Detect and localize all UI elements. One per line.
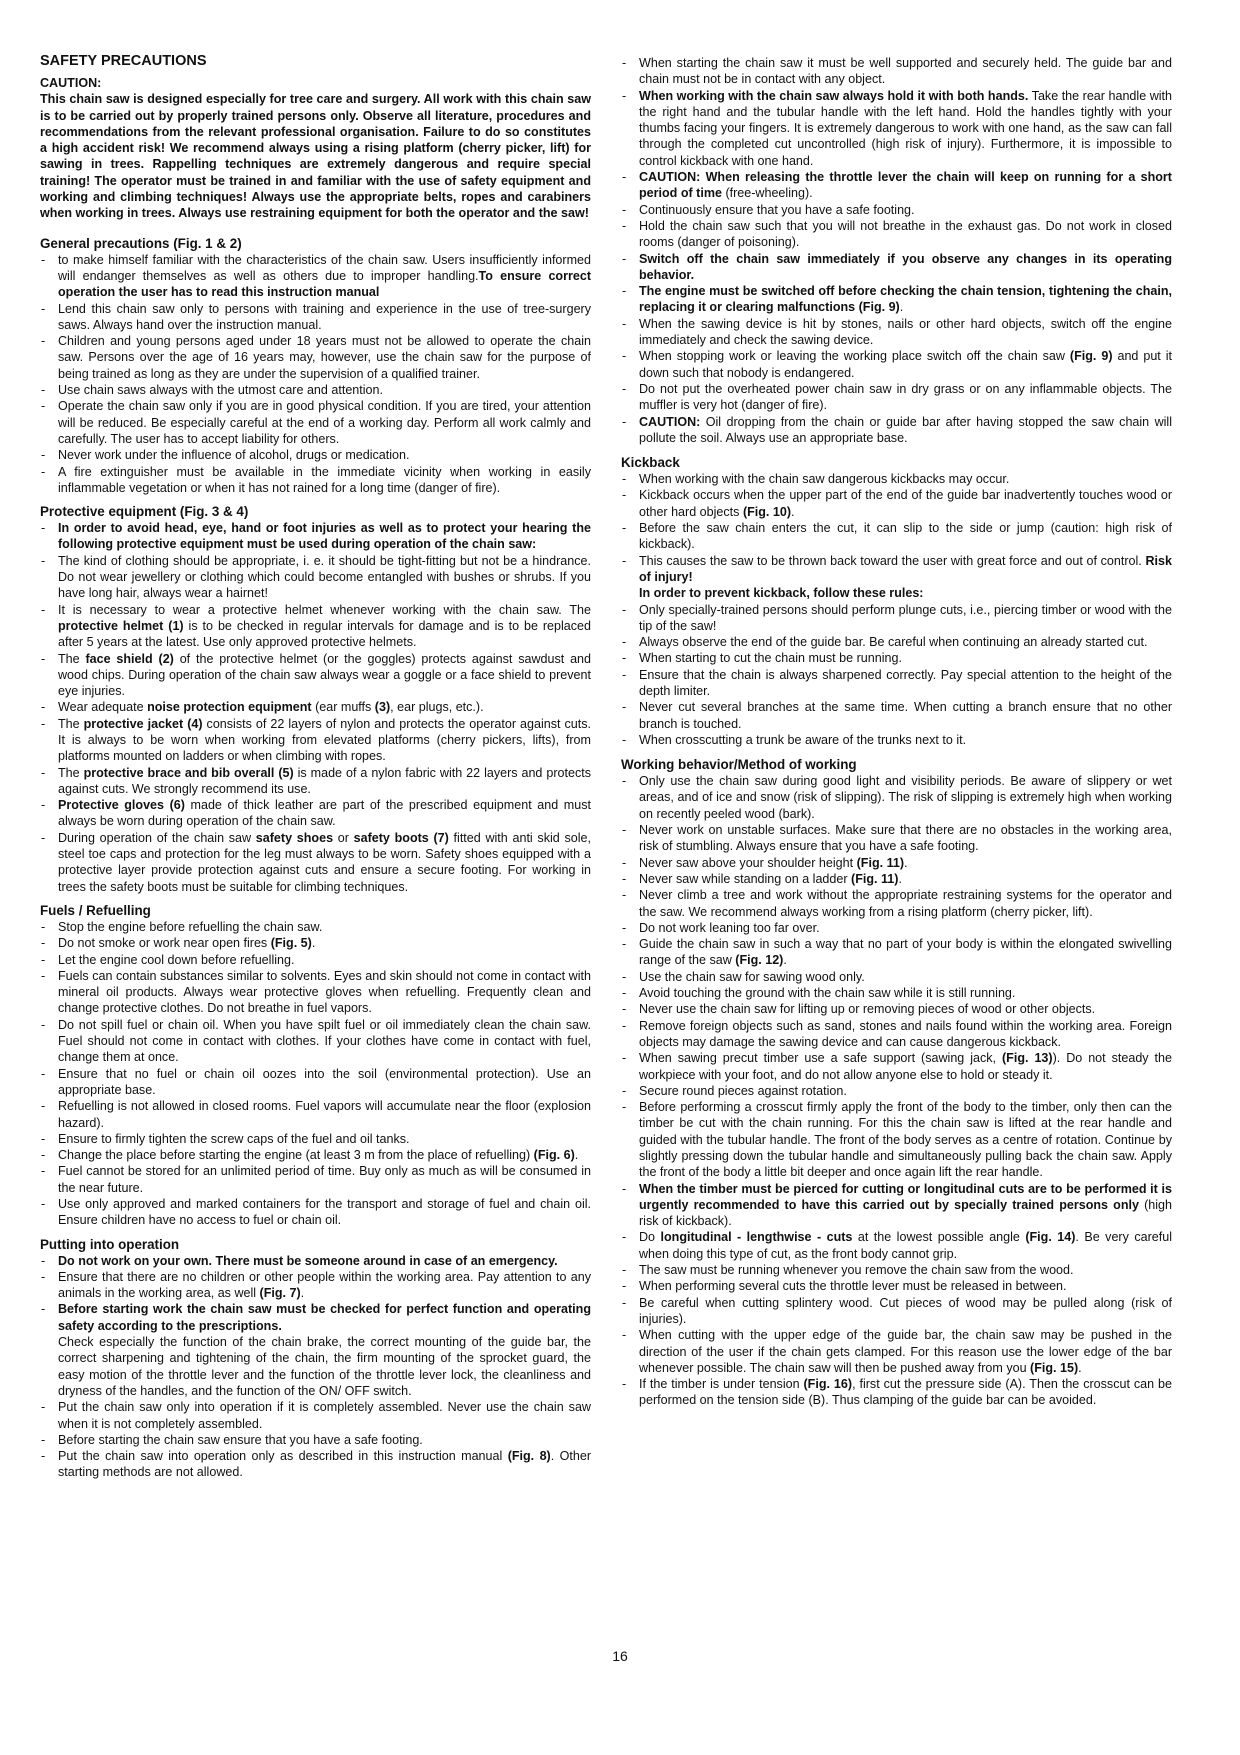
list-item [40,765,591,798]
bullet-dash: - [41,521,46,536]
item-text: Refuelling is not allowed in closed rooms. Fuel vapors will accumulate near the floor (explosion hazard). [58,1099,591,1130]
item-text: Use only approved and marked containers for the transport and storage of fuel and chain oil. Ensure children have no access to fuel or chain oil. [58,1197,591,1228]
bold-text: (Fig. 12) [735,953,784,968]
caution-heading: CAUTION: [40,76,102,90]
list-item [621,55,1172,88]
item-text: Ensure that no fuel or chain oil oozes into the soil (environmental protection). Use an appropriate base. [58,1066,591,1097]
bullet-dash: - [41,399,46,414]
item-text: Do not put the overheated power chain saw in dry grass or on any inflammable objects. The muffler is very hot (danger of fire). [639,381,1172,413]
working-behavior-heading: Working behavior/Method of working [621,757,857,773]
bullet-dash: - [41,765,46,780]
item-text: The saw must be running whenever you remove the chain saw from the wood. [639,1263,1074,1278]
item-text: (ear muffs [311,700,375,715]
bold-text: CAUTION: When releasing the throttle lever the chain will keep on running for a short period of time [639,170,1172,201]
bullet-dash: - [41,1164,46,1179]
item-text: During operation of the chain saw [58,830,256,845]
item-text: Ensure to firmly tighten the screw caps of the fuel and oil tanks. [58,1131,410,1146]
item-text: Be careful when cutting splintery wood. Cut pieces of wood may be pulled along (risk of injuries). [639,1295,1172,1326]
item-text: made of thick leather are part of the prescribed equipment and must always be worn during operation of the chain saw. [58,798,591,829]
item-text: at the lowest possible angle [852,1230,1026,1245]
item-text: . [904,855,908,870]
list-item [621,732,1172,748]
bold-text: In order to avoid head, eye, hand or foot injuries as well as to protect your hearing the following protective equipment must be used during operation of the chain saw: [58,521,591,552]
bullet-dash: - [41,252,46,267]
bullet-dash: - [41,952,46,967]
kickback-list [621,471,1172,748]
item-text: Operate the chain saw only if you are in good physical condition. If you are tired, your attention will be reduced. Be especially careful at the end of a working day. Perform all work calmly and carefully. The user has to accept liability for others. [58,399,591,446]
item-text: Avoid touching the ground with the chain saw while it is still running. [639,986,1016,1001]
item-text: This causes the saw to be thrown back toward the user with great force and out of control. [639,553,1146,568]
item-text: Never use the chain saw for lifting up or removing pieces of wood or other objects. [639,1002,1096,1017]
bullet-dash: - [622,635,627,650]
item-text: Do not smoke or work near open fires [58,936,271,951]
list-item [621,1018,1172,1051]
bullet-dash: - [41,651,46,666]
list-item [621,1099,1172,1180]
list-item [40,1399,591,1432]
item-text: Only use the chain saw during good light and visibility periods. Be aware of slippery or wet areas, and of ice and snow (risk of slipping). The risk of slipping is extremely high when working on recently peeled wood (bark). [639,774,1172,821]
bullet-dash: - [622,381,627,396]
right-column [621,55,1172,1409]
bullet-dash: - [622,1295,627,1310]
bullet-dash: - [622,1328,627,1343]
bold-text: CAUTION: [639,414,701,429]
item-text: Change the place before starting the engine (at least 3 m from the place of refuelling) [58,1148,534,1163]
list-item [40,1448,591,1481]
bullet-dash: - [41,1269,46,1284]
item-text: The kind of clothing should be appropriate, i. e. it should be tight-fitting but not be a hindrance. Do not wear jewellery or clothing which could become entangled with bushes or shrubs. If you have long hair, always wear a hairnet! [58,553,591,601]
list-item [40,398,591,447]
bold-text: Do not work on your own. There must be someone around in case of an emergency. [58,1253,558,1268]
list-item [621,202,1172,218]
bullet-dash: - [622,651,627,666]
item-text: Use chain saws always with the utmost care and attention. [58,383,383,398]
bullet-dash: - [622,1002,627,1017]
bold-text: Risk of injury! [639,553,1172,584]
bullet-dash: - [41,602,46,617]
bullet-dash: - [622,218,627,233]
item-text: Guide the chain saw in such a way that no part of your body is within the elongated swivelling range of the saw [639,937,1172,968]
bold-text: The engine must be switched off before checking the chain tension, tightening the chain, replacing it or clearing malfunctions (Fig. 9) [639,284,1172,315]
item-text: or [333,830,354,845]
item-text: Stop the engine before refuelling the chain saw. [58,919,323,934]
bullet-dash: - [41,448,46,463]
list-item [40,830,591,895]
item-text: Do not work leaning too far over. [639,920,820,935]
item-text: Lend this chain saw only to persons with training and experience in the use of tree-surgery saws. Always hand over the instruction manual. [58,301,591,332]
bold-text: (Fig. 11) [856,855,905,870]
bullet-dash: - [41,1131,46,1146]
bold-text: When working with the chain saw always hold it with both hands. [639,88,1029,103]
list-item [40,252,591,301]
bullet-dash: - [622,488,627,503]
item-text: fitted with anti skid sole, steel toe caps and protection for the leg must always to be worn. Safety shoes equipped with a protective layer provide protection against cuts and ensure a secure footing. For working in trees the safety boots must be suitable for climbing techniques. [58,830,591,894]
bullet-dash: - [41,830,46,845]
list-item [40,1269,591,1302]
list-item [40,935,591,951]
list-item [621,822,1172,855]
list-item [40,553,591,602]
list-item [621,602,1172,635]
item-text: ). Do not steady the workpiece with your foot, and do not allow anyone else to hold or steady it. [639,1051,1172,1082]
list-item [621,1050,1172,1083]
item-text: Continuously ensure that you have a safe footing. [639,202,915,217]
item-text: Use the chain saw for sawing wood only. [639,969,865,984]
bullet-dash: - [622,1230,627,1245]
list-item [621,667,1172,700]
list-item [621,487,1172,520]
bullet-dash: - [41,716,46,731]
list-item [621,1295,1172,1328]
fuels-refuelling-list [40,919,591,1229]
left-column [40,52,591,1481]
list-item [40,1163,591,1196]
item-text: It is necessary to wear a protective helmet whenever working with the chain saw. The [58,602,591,617]
item-text: . [783,953,787,968]
bullet-dash: - [41,553,46,568]
list-item [40,447,591,463]
bullet-dash: - [622,871,627,886]
bullet-dash: - [622,202,627,217]
item-text: When performing several cuts the throttle lever must be released in between. [639,1279,1067,1294]
list-item [40,651,591,700]
bullet-dash: - [41,700,46,715]
item-text: When stopping work or leaving the working place switch off the chain saw [639,349,1070,364]
item-text: , first cut the pressure side (A). Then the crosscut can be performed on the tension side (B). Thus clamping of the guide bar can be avoided. [639,1377,1172,1408]
list-item [621,471,1172,487]
item-text: , ear plugs, etc.). [390,700,484,715]
list-item [621,88,1172,169]
list-item [621,887,1172,920]
bold-text: noise protection equipment [147,700,312,715]
list-item [40,1066,591,1099]
bold-text: protective helmet (1) [58,618,184,633]
bullet-dash: - [622,316,627,331]
bullet-dash: - [622,1279,627,1294]
item-text: Never work on unstable surfaces. Make sure that there are no obstacles in the working area, risk of stumbling. Always ensure that you have a safe footing. [639,823,1172,854]
list-item [621,1376,1172,1409]
bold-text: (Fig. 10) [742,504,792,519]
bullet-dash: - [622,251,627,266]
putting-into-operation-heading: Putting into operation [40,1236,180,1252]
item-text: When starting the chain saw it must be well supported and securely held. The guide bar and chain must not be in contact with any object. [639,56,1172,87]
bullet-dash: - [622,1018,627,1033]
bullet-dash: - [41,464,46,479]
bullet-dash: - [622,855,627,870]
bold-text: Before starting work the chain saw must be checked for perfect function and operating safety according to the prescriptions. [58,1302,591,1333]
item-text: Before performing a crosscut firmly apply the front of the body to the timber, only then can the timber be cut with the chain running. For this the chain saw is lifted at the rear handle and guided with the tubular handle. The front of the body serves as a centre of rotation. Continue by slightly pressing down the tubular handle and simultaneously pulling back the chain saw. Apply the front of the body a little bit deeper and once again lift the rear handle. [639,1100,1172,1180]
list-item [40,716,591,765]
item-text: When sawing precut timber use a safe support (sawing jack, [639,1051,1002,1066]
bullet-dash: - [41,1148,46,1163]
operation-continued-list [621,55,1172,446]
list-item [40,382,591,398]
list-item [40,1098,591,1131]
list-item [621,381,1172,414]
list-item [621,855,1172,871]
list-item [621,985,1172,1001]
list-item [621,1001,1172,1017]
list-item [621,283,1172,316]
bullet-dash: - [622,937,627,952]
bold-text: (Fig. 11) [851,871,899,886]
general-precautions-list [40,252,591,496]
item-text: . [574,1148,579,1163]
bullet-dash: - [622,56,627,70]
list-item [621,218,1172,251]
fuels-refuelling-heading: Fuels / Refuelling [40,902,151,918]
bold-text: (Fig. 9) [1069,349,1113,364]
item-text: Always observe the end of the guide bar. Be careful when continuing an already started cut. [639,635,1148,650]
list-item [40,952,591,968]
bullet-dash: - [622,774,627,789]
bullet-dash: - [41,1432,46,1447]
list-item [621,936,1172,969]
item-text: The [58,651,86,666]
item-text: A fire extinguisher must be available in the immediate vicinity when working in easily inflammable vegetation or when it has not rained for a long time (danger of fire). [58,464,591,495]
bold-text: In order to prevent kickback, follow these rules: [639,586,924,601]
bullet-dash: - [622,553,627,568]
working-behavior-list [621,773,1172,1409]
list-item [621,520,1172,553]
item-text: . [791,504,795,519]
list-item [40,301,591,334]
bullet-dash: - [622,1377,627,1392]
bullet-dash: - [41,383,46,398]
bullet-dash: - [41,1197,46,1211]
item-text: Put the chain saw into operation only as described in this instruction manual [58,1449,508,1464]
bold-text: To ensure correct operation the user has to read this instruction manual [58,268,591,300]
list-item [621,969,1172,985]
bullet-dash: - [622,88,627,103]
item-text: Remove foreign objects such as sand, stones and nails found within the working area. Foreign objects may damage the sawing device and can cause dangerous kickback. [639,1018,1172,1049]
bullet-dash: - [41,919,46,934]
list-item [621,773,1172,822]
item-text: (high risk of kickback). [639,1197,1173,1229]
item-text: Oil dropping from the chain or guide bar after having stopped the saw chain will pollute the soil. Always use an appropriate base. [639,414,1172,445]
list-item [621,169,1172,202]
bold-text: safety shoes [255,830,334,845]
item-text: consists of 22 layers of nylon and protects the operator against cuts. It is always to be worn when working from elevated platforms (cherry pickers, lifts), from platforms mounted on ladders or when climbing with ropes. [58,716,592,764]
bullet-dash: - [41,1253,46,1268]
item-text: When starting to cut the chain must be running. [639,651,902,666]
item-text: Kickback occurs when the upper part of the end of the guide bar inadvertently touches wood or other hard objects [639,488,1172,519]
protective-equipment-heading: Protective equipment (Fig. 3 & 4) [40,504,249,520]
bullet-dash: - [622,1100,627,1115]
item-text: (free-wheeling). [721,186,813,201]
list-item [621,414,1172,447]
bold-text: (Fig. 15) [1030,1360,1079,1375]
item-text: Do [639,1230,661,1245]
item-text: . [300,1286,305,1301]
item-text: . [898,871,902,886]
item-text: Ensure that the chain is always sharpened correctly. Pay special attention to the height of the depth limiter. [639,667,1172,698]
bullet-dash: - [622,986,627,1001]
bold-text: (Fig. 16) [803,1377,853,1392]
item-text: . [1078,1360,1082,1375]
list-item [40,797,591,830]
list-item [621,650,1172,666]
item-text: . [899,300,904,315]
item-text: Ensure that there are no children or other people within the working area. Pay attention to any animals in the working area, as well [58,1269,591,1301]
bullet-dash: - [41,1400,46,1415]
list-item [40,699,591,715]
item-text: is to be checked in regular intervals for damage and is to be replaced after 5 years at the latest. Use only approved protective helmets. [58,618,591,650]
item-text: . Other starting methods are not allowed. [58,1449,592,1480]
list-item [40,1432,591,1448]
bullet-dash: - [41,1017,46,1032]
bullet-dash: - [41,968,46,983]
bullet-dash: - [622,521,627,536]
bold-text: (Fig. 13) [1002,1051,1053,1066]
bold-text: protective brace and bib overall (5) [83,765,294,780]
bold-text: (Fig. 14) [1025,1230,1076,1245]
item-text: Take the rear handle with the right hand and the tubular handle with the left hand. Hold the handles tightly with your thumbs facing your fingers. It is extremely dangerous to work with one hand, as the saw can fall through the completed cut uncontrolled (high risk of injury). Furthermore, it is impossible to control kickback with one hand. [639,88,1173,168]
protective-equipment-list [40,520,591,895]
bullet-dash: - [622,969,627,984]
item-text: Wear adequate [58,700,148,715]
general-precautions-heading: General precautions (Fig. 1 & 2) [40,235,242,251]
item-text: Before the saw chain enters the cut, it can slip to the side or jump (caution: high risk of kickback). [639,521,1172,552]
list-item [40,520,591,553]
item-text: When cutting with the upper edge of the guide bar, the chain saw may be pushed in the direction of the user if the chain gets clamped. For this reason use the lower edge of the bar whenever possible. The chain saw will then be pushed away from you [639,1328,1172,1375]
bullet-dash: - [622,732,627,747]
bullet-dash: - [622,349,627,364]
list-item [40,968,591,1017]
list-item [40,1017,591,1066]
bullet-dash: - [41,1066,46,1081]
item-text: Never cut several branches at the same time. When cutting a branch ensure that no other branch is touched. [639,700,1172,731]
item-text: and put it down such that nobody is endangered. [639,349,1173,380]
item-text: The [58,765,84,780]
item-text: When the sawing device is hit by stones, nails or other hard objects, switch off the engine immediately and check the sawing device. [639,316,1172,348]
bullet-dash: - [622,823,627,838]
list-item [621,348,1172,381]
item-text: Never saw above your shoulder height [639,855,857,870]
bullet-dash: - [622,700,627,715]
list-item [621,316,1172,349]
item-text: Check especially the function of the chain brake, the correct mounting of the guide bar, the correct sharpening and tightening of the chain, the firm mounting of the sprocket guard, the easy motion of the throttle lever and the function of the throttle lever lock, the cleanliness and dryness of the handles, and the function of the ON/ OFF switch. [58,1335,591,1398]
list-item [40,602,591,651]
list-item [40,1131,591,1147]
item-text: Fuel cannot be stored for an unlimited period of time. Buy only as much as will be consumed in the near future. [58,1164,591,1195]
bullet-dash: - [41,1449,46,1464]
list-item [621,1229,1172,1262]
bullet-dash: - [41,1302,46,1317]
item-text: Only specially-trained persons should perform plunge cuts, i.e., piercing timber or wood with the tip of the saw! [639,602,1172,633]
list-item [621,1327,1172,1376]
bold-text: When the timber must be pierced for cutting or longitudinal cuts are to be performed it is urgently recommended to have this carried out by specially trained persons only [639,1181,1172,1212]
list-item [621,699,1172,732]
list-item [40,1253,591,1269]
item-text: to make himself familiar with the characteristics of the chain saw. Users insufficiently informed will endanger themselves as well as others due to improper handling. [58,252,591,283]
page-number: 16 [612,1648,628,1664]
item-text: Never saw while standing on a ladder [639,871,852,886]
bullet-dash: - [622,920,627,935]
bullet-dash: - [622,414,627,429]
bullet-dash: - [622,1263,627,1278]
item-text: Let the engine cool down before refuelling. [58,952,295,967]
bullet-dash: - [41,936,46,951]
list-item [40,919,591,935]
kickback-heading: Kickback [621,455,680,471]
bullet-dash: - [622,888,627,903]
putting-into-operation-list [40,1253,591,1481]
page-title: SAFETY PRECAUTIONS [40,53,207,69]
bullet-dash: - [622,284,627,299]
item-text: . [311,936,316,951]
item-text: Fuels can contain substances similar to solvents. Eyes and skin should not come in contact with mineral oil products. Always wear protective gloves when refuelling. Frequently clean and change protective clothes. Do not breathe in fuel vapors. [58,968,591,1016]
bullet-dash: - [41,798,46,813]
bullet-dash: - [622,1083,627,1098]
bullet-dash: - [41,334,46,349]
bold-text: face shield (2) [85,651,174,666]
item-text: If the timber is under tension [639,1377,804,1392]
list-item [621,251,1172,284]
list-item [40,464,591,497]
bold-text: (3) [374,700,391,715]
bold-text: protective jacket (4) [83,716,203,731]
bold-text: Protective gloves (6) [58,798,185,813]
list-item [621,1262,1172,1278]
list-item [40,1301,591,1399]
bullet-dash: - [622,170,627,185]
item-text: Hold the chain saw such that you will not breathe in the exhaust gas. Do not work in closed rooms (danger of poisoning). [639,218,1172,250]
bullet-dash: - [622,602,627,617]
list-item [40,333,591,382]
bold-text: (Fig. 8) [507,1449,551,1464]
list-item [621,1181,1172,1230]
bullet-dash: - [622,667,627,682]
list-item [621,634,1172,650]
list-item [40,1196,591,1229]
item-text: Do not spill fuel or chain oil. When you have spilt fuel or oil immediately clean the chain saw. Fuel should not come in contact with clothes. If your clothes have come in contact with fuel, change them at once. [58,1017,591,1065]
bold-text: (Fig. 7) [259,1286,301,1301]
list-item [621,1083,1172,1099]
bold-text: (Fig. 6) [533,1148,575,1163]
item-text: Never climb a tree and work without the appropriate restraining systems for the operator and the saw. We recommend always working from a rising platform (cherry picker, lift). [639,888,1172,919]
item-text: Before starting the chain saw ensure that you have a safe footing. [58,1432,423,1447]
item-text: When crosscutting a trunk be aware of the trunks next to it. [639,732,967,747]
list-item [621,920,1172,936]
item-text: Never work under the influence of alcohol, drugs or medication. [58,448,410,463]
list-item [40,1147,591,1163]
bullet-dash: - [622,1051,627,1066]
bullet-dash: - [622,1181,627,1196]
caution-paragraph: This chain saw is designed especially for tree care and surgery. All work with this chain saw is to be carried out by properly trained persons only. Observe all literature, procedures and recommendations from the relevant professional organisation. Failure to do so constitutes a high accident risk! We recommend always using a rising platform (cherry picker, lift) for sawing in trees. Rappelling techniques are extremely dangerous and require special training! The operator must be trained in and familiar with the use of safety equipment and working and climbing techniques! Always use the appropriate belts, ropes and carabiners when working in trees. Always use restraining equipment for both the operator and the saw! [40,92,591,221]
bullet-dash: - [622,472,627,487]
bold-text: safety boots (7) [353,830,449,845]
item-text: Put the chain saw only into operation if it is completely assembled. Never use the chain saw when it is not completely assembled. [58,1400,591,1431]
item-text: The [58,716,84,731]
item-text: of the protective helmet (or the goggles) protects against sawdust and wood chips. During operation of the chain saw always wear a goggle or a face shield to prevent eye injuries. [58,651,592,699]
item-text: Secure round pieces against rotation. [639,1083,847,1098]
item-text: Children and young persons aged under 18 years must not be allowed to operate the chain saw. Persons over the age of 16 years may, however, use the chain saw for the purpose of being trained as long as they are under the supervision of a qualified trainer. [58,334,591,381]
bullet-dash: - [41,301,46,316]
bold-text: Switch off the chain saw immediately if you observe any changes in its operating behavior. [639,251,1172,282]
item-text: When working with the chain saw dangerous kickbacks may occur. [639,472,1010,487]
bold-text: (Fig. 5) [270,936,312,951]
list-item [621,1278,1172,1294]
item-text: is made of a nylon fabric with 22 layers and protects against cuts. We strongly recommend its use. [58,765,591,796]
list-item [621,553,1172,602]
bullet-dash: - [41,1099,46,1114]
bold-text: longitudinal - lengthwise - cuts [660,1230,853,1245]
list-item [621,871,1172,887]
item-text: . Be very careful when doing this type of cut, as the front body cannot grip. [639,1230,1172,1261]
